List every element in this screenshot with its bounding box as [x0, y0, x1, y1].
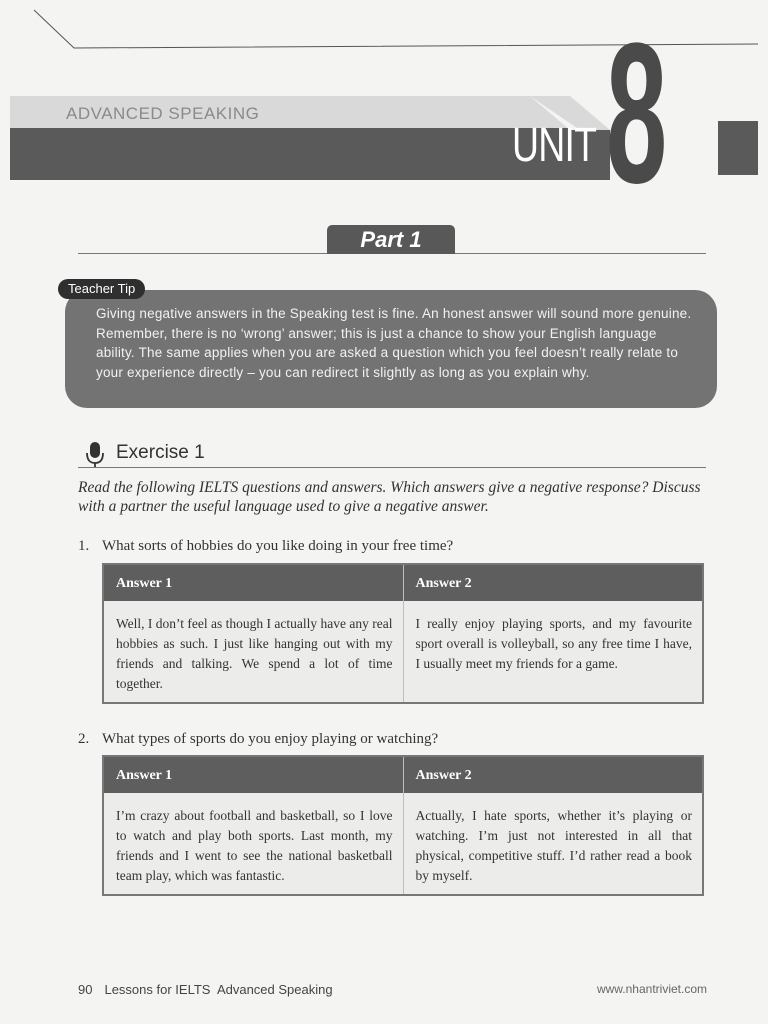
unit-word: UNIT [512, 119, 597, 172]
answer-table-2 [102, 755, 704, 896]
answer-table-body [104, 601, 702, 702]
exercise-instructions: Read the following IELTS questions and answers. Which answers give a negative response? Discuss with a partner the useful language used to give a negative answer. [78, 479, 701, 515]
question-text: What sorts of hobbies do you like doing in your free time? [102, 538, 454, 554]
question-2 [78, 731, 438, 748]
question-1 [78, 538, 453, 555]
answer-table-header [104, 565, 702, 601]
exercise-title: Exercise 1 [116, 442, 205, 463]
teacher-tip-label: Teacher Tip [58, 279, 145, 299]
microphone-icon [86, 441, 104, 469]
answer-2-header: Answer 2 [403, 757, 703, 793]
answer-2-text: Actually, I hate sports, whether it’s playing or watching. I’m just not interested in all that physical, competitive stuff. I’d rather read a book by myself. [403, 793, 703, 894]
footer-website: www.nhantriviet.com [596, 982, 707, 996]
page-number: 90 [78, 982, 93, 997]
part-label: Part 1 [327, 225, 455, 254]
answer-table-1 [102, 563, 704, 704]
footer-left [78, 982, 333, 997]
unit-number: 8 [606, 2, 668, 225]
exercise-divider [78, 467, 706, 468]
answer-table-header [104, 757, 702, 793]
teacher-tip-text: Giving negative answers in the Speaking test is fine. An honest answer will sound more genuine. Remember, there is no ‘wrong’ answer; this is just a chance to show your English language ability. The same applies when you are asked a question which you feel doesn’t really relate to your experience directly – you can redirect it slightly as long as you explain why. [96, 306, 692, 380]
header-square [718, 121, 758, 175]
answer-table-body [104, 793, 702, 894]
section-title: ADVANCED SPEAKING [66, 104, 260, 123]
question-number: 2. [78, 731, 90, 747]
answer-1-text: I’m crazy about football and basketball, so I love to watch and play both sports. Last month, my friends and I went to see the national basketball team play, which was fantastic. [116, 808, 393, 883]
question-number: 1. [78, 538, 90, 554]
answer-2-header: Answer 2 [403, 565, 703, 601]
answer-1-text: Well, I don’t feel as though I actually have any real hobbies as such. I just like hanging out with my friends and talking. We spend a lot of time together. [116, 616, 393, 691]
answer-1-header: Answer 1 [116, 576, 173, 591]
answer-1-header: Answer 1 [116, 768, 173, 783]
question-text: What types of sports do you enjoy playing or watching? [102, 731, 439, 747]
book-title: Lessons for IELTS Advanced Speaking [104, 982, 333, 997]
answer-2-text: I really enjoy playing sports, and my favourite sport overall is volleyball, so any free time I have, I usually meet my friends for a game. [403, 601, 703, 702]
